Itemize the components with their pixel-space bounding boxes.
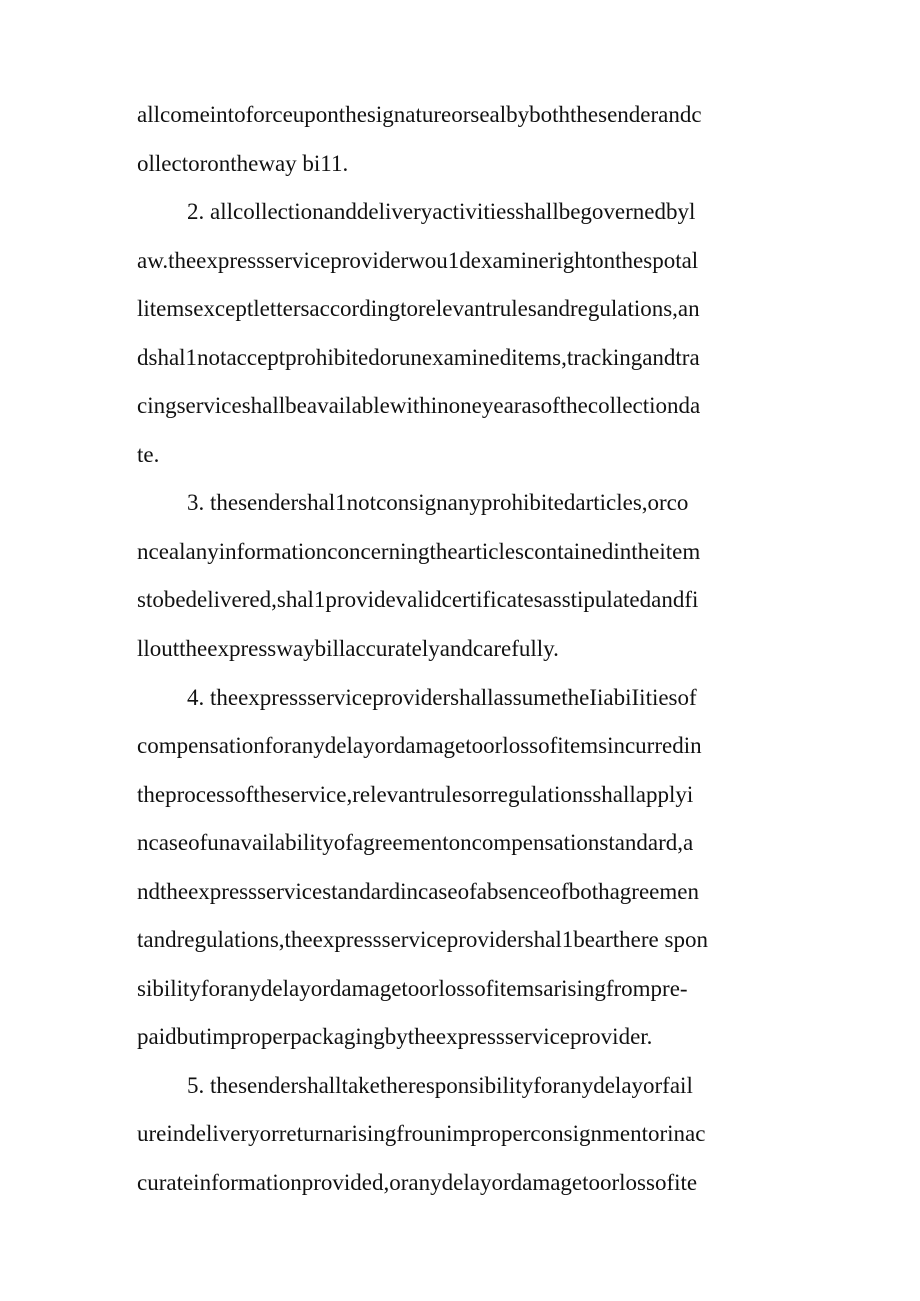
text-line: curateinformationprovided,oranydelayordamagetoorlossofite bbox=[137, 1170, 698, 1196]
text-line: theprocessoftheservice,relevantrulesorregulationsshallapplyi bbox=[137, 781, 694, 807]
text-line: ncaseofunavailabilityofagreementoncompensationstandard,a bbox=[137, 830, 694, 856]
text-line: allcomeintoforceuponthesignatureorsealbyboththesenderandc bbox=[137, 102, 702, 127]
text-line: litemsexceptlettersaccordingtorelevantrulesandregulations,an bbox=[137, 296, 700, 322]
paragraph-first-line: 3. thesendershal1notconsignanyprohibitedarticles,orco bbox=[187, 490, 689, 516]
text-line: dshal1notacceptprohibitedorunexamineditems,trackingandtra bbox=[137, 344, 700, 370]
text-line: aw.theexpressserviceproviderwou1dexaminerightonthespotal bbox=[137, 247, 699, 273]
text-line: compensationforanydelayordamagetoorlossofitemsincurredin bbox=[137, 733, 702, 759]
text-line: ureindeliveryorreturnarisingfrounimproperconsignmentorinac bbox=[137, 1121, 706, 1147]
text-line: ollectorontheway bi11. bbox=[137, 150, 349, 176]
paragraph-first-line: 2. allcollectionanddeliveryactivitiesshallbegovernedbyl bbox=[187, 199, 696, 225]
text-line: sibilityforanydelayordamagetoorlossofitemsarisingfrompre- bbox=[137, 975, 688, 1001]
text-line: cingserviceshallbeavailablewithinoneyearasofthecollectionda bbox=[137, 393, 701, 419]
text-line: tandregulations,theexpressserviceprovidershal1bearthere spon bbox=[137, 927, 708, 953]
text-line: stobedelivered,shal1providevalidcertificatesasstipulatedandfi bbox=[137, 587, 699, 613]
text-line: te. bbox=[137, 441, 160, 467]
text-line: llouttheexpresswaybillaccuratelyandcarefully. bbox=[137, 636, 559, 662]
text-line: ndtheexpressservicestandardincaseofabsenceofbothagreemen bbox=[137, 878, 699, 904]
paragraph-first-line: 5. thesendershalltaketheresponsibilityforanydelayorfail bbox=[187, 1072, 693, 1098]
text-line: paidbutimproperpackagingbytheexpressserviceprovider. bbox=[137, 1024, 653, 1050]
text-line: ncealanyinformationconcerningthearticlescontainedintheitem bbox=[137, 538, 701, 564]
paragraph-first-line: 4. theexpressserviceprovidershallassumetheIiabiIitiesof bbox=[187, 684, 697, 710]
document-body bbox=[137, 91, 787, 1208]
